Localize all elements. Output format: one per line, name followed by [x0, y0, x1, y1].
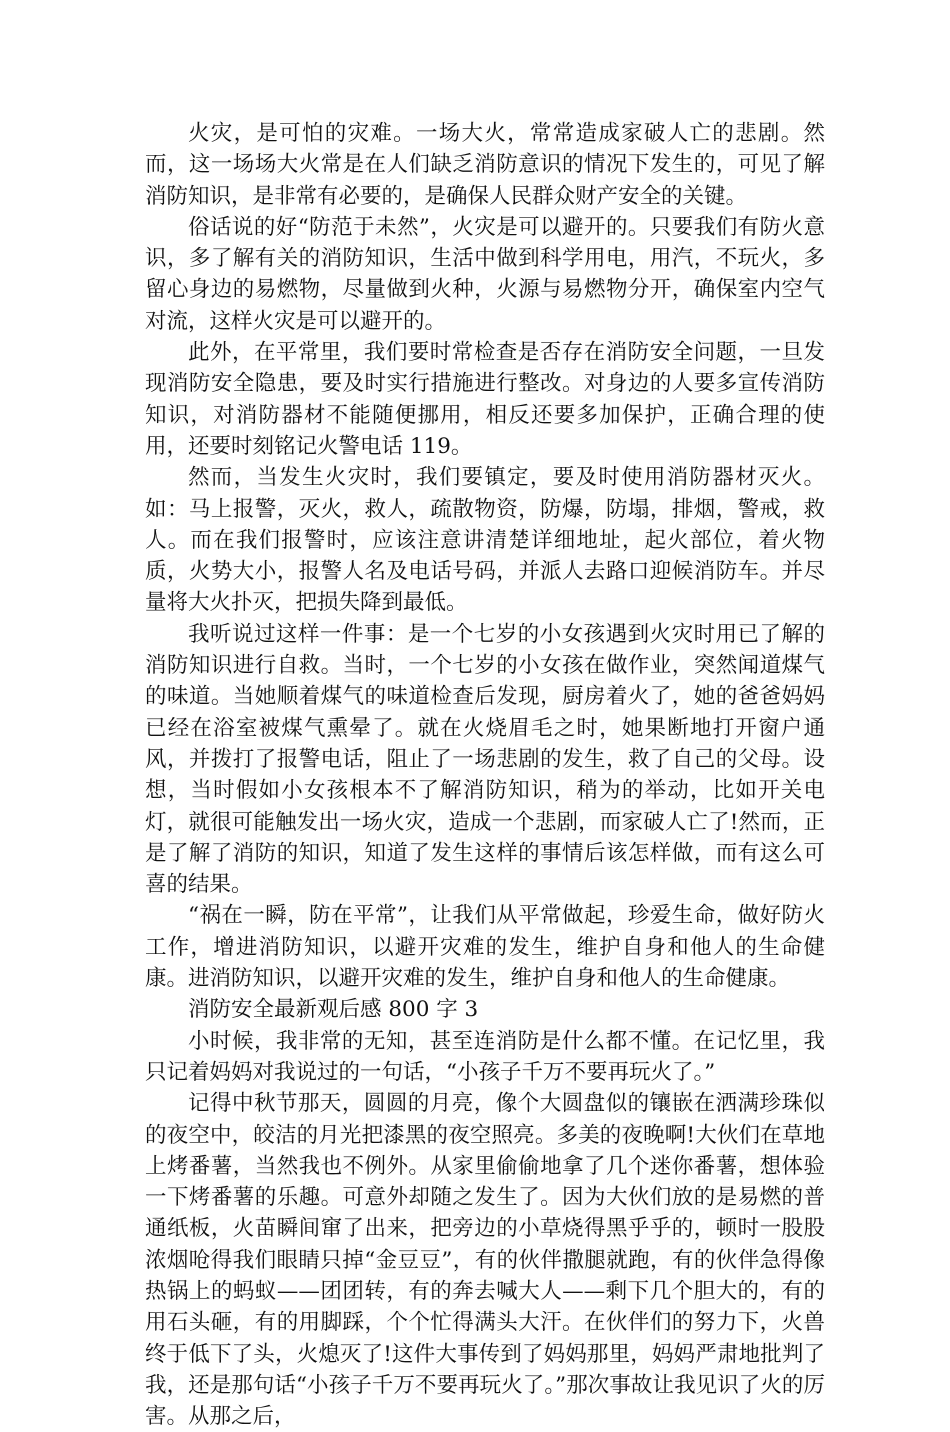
document-body — [145, 118, 825, 1432]
paragraph-4: 然而，当发生火灾时，我们要镇定，要及时使用消防器材灭火。如：马上报警，灭火，救人，疏散物资，防爆，防塌，排烟，警戒，救人。而在我们报警时，应该注意讲清楚详细地址，起火部位，着火物质，火势大小，报警人名及电话号码，并派人去路口迎候消防车。并尽量将大火扑灭，把损失降到最低。 — [145, 465, 825, 616]
section-heading: 消防安全最新观后感 800 字 3 — [188, 997, 479, 1023]
paragraph-6: “祸在一瞬，防在平常”，让我们从平常做起，珍爱生命，做好防火工作，增进消防知识，以避开灾难的发生，维护自身和他人的生命健康。进消防知识，以避开灾难的发生，维护自身和他人的生命健康。 — [145, 903, 825, 992]
paragraph-8: 记得中秋节那天，圆圆的月亮，像个大圆盘似的镶嵌在洒满珍珠似的夜空中，皎洁的月光把漆黑的夜空照亮。多美的夜晚啊!大伙们在草地上烤番薯，当然我也不例外。从家里偷偷地拿了几个迷你番薯，想体验一下烤番薯的乐趣。可意外却随之发生了。因为大伙们放的是易燃的普通纸板，火苗瞬间窜了出来，把旁边的小草烧得黑乎乎的，顿时一股股浓烟呛得我们眼睛只掉“金豆豆”，有的伙伴撒腿就跑，有的伙伴急得像热锅上的蚂蚁——团团转，有的奔去喊大人——剩下几个胆大的，有的用石头砸，有的用脚踩，个个忙得满头大汗。在伙伴们的努力下，火兽终于低下了头，火熄灭了!这件大事传到了妈妈那里，妈妈严肃地批判了我，还是那句话“小孩子千万不要再玩火了。”那次事故让我见识了火的厉害。从那之后， — [145, 1091, 825, 1430]
paragraph-3: 此外，在平常里，我们要时常检查是否存在消防安全问题，一旦发现消防安全隐患，要及时实行措施进行整改。对身边的人要多宣传消防知识，对消防器材不能随便挪用，相反还要多加保护，正确合理的使用，还要时刻铭记火警电话 119。 — [145, 340, 825, 459]
paragraph-1: 火灾，是可怕的灾难。一场大火，常常造成家破人亡的悲剧。然而，这一场场大火常是在人们缺乏消防意识的情况下发生的，可见了解消防知识，是非常有必要的，是确保人民群众财产安全的关键。 — [145, 121, 825, 209]
paragraph-2: 俗话说的好“防范于未然”，火灾是可以避开的。只要我们有防火意识，多了解有关的消防知识，生活中做到科学用电，用汽，不玩火，多留心身边的易燃物，尽量做到火种，火源与易燃物分开，确保室内空气对流，这样火灾是可以避开的。 — [145, 214, 825, 334]
paragraph-5: 我听说过这样一件事：是一个七岁的小女孩遇到火灾时用已了解的消防知识进行自救。当时，一个七岁的小女孩在做作业，突然闻道煤气的味道。当她顺着煤气的味道检查后发现，厨房着火了，她的爸爸妈妈已经在浴室被煤气熏晕了。就在火烧眉毛之时，她果断地打开窗户通风，并拨打了报警电话，阻止了一场悲剧的发生，救了自己的父母。设想，当时假如小女孩根本不了解消防知识，稍为的举动，比如开关电灯，就很可能触发出一场火灾，造成一个悲剧，而家破人亡了!然而，正是了解了消防的知识，知道了发生这样的事情后该怎样做，而有这么可喜的结果。 — [145, 621, 825, 898]
paragraph-7: 小时候，我非常的无知，甚至连消防是什么都不懂。在记忆里，我只记着妈妈对我说过的一句话，“小孩子千万不要再玩火了。” — [145, 1028, 825, 1085]
